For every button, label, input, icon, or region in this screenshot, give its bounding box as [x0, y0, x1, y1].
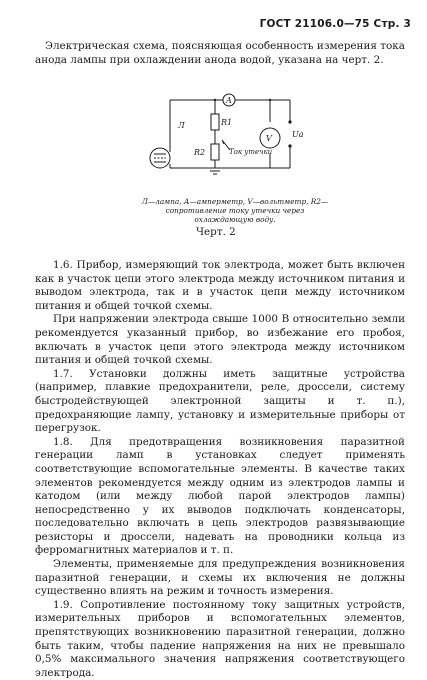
body-text — [35, 259, 405, 680]
intro-text: Электрическая схема, поясняющая особенность измерения тока анода лампы при охлаждении анода водой, указана на черт. 2. — [35, 40, 405, 66]
paragraph-elements: Элементы, применяемые для предупреждения возникновения паразитной генерации, и схемы их включения не должны существенно влиять на режим и точность измерения. — [35, 558, 405, 598]
voltmeter-label: V — [266, 134, 272, 143]
page-header: ГОСТ 21106.0—75 Стр. 3 — [259, 18, 411, 30]
intro-paragraph — [35, 39, 405, 67]
leak-label: Ток утечки — [229, 148, 273, 156]
paragraph-1-7: 1.7. Установки должны иметь защитные устройства (например, плавкие предохранители, реле, дроссели, систему быстродействующей электронной защиты и т. п.), предохраняющие лампу, установку и измерительные приборы от перегрузок. — [35, 367, 405, 435]
lamp-label: Л — [178, 121, 185, 130]
figure-label: Черт. 2 — [196, 226, 236, 238]
paragraph-1-9: 1.9. Сопротивление постоянному току защитных устройств, измерительных приборов и вспомогательных элементов, препятствующих возникновению паразитной генерации, должно быть таким, чтобы падение напряжения на них не превышало 0,5% максимального значения напряжения соответствующего электрода. — [35, 598, 405, 679]
paragraph-voltage: При напряжении электрода свыше 1000 В относительно земли рекомендуется указанный прибор, во избежание его пробоя, включать в участок цепи этого электрода между источником питания и общей точкой схемы. — [35, 313, 405, 367]
ammeter-label: A — [226, 96, 232, 105]
paragraph-1-6: 1.6. Прибор, измеряющий ток электрода, может быть включен как в участок цепи этого электрода между источником питания и выводом электрода, так и в участок цепи между источником питания и общей точкой схемы. — [35, 259, 405, 312]
r2-label: R2 — [194, 148, 206, 157]
circuit-diagram — [130, 92, 304, 188]
ua-label: Uа — [292, 130, 304, 139]
figure-caption: Л—лампа, А—амперметр, V—вольтметр, R2—сопротивление току утечки через охлаждающую воду. — [141, 197, 329, 224]
r1-label: R1 — [221, 118, 233, 127]
paragraph-1-8: 1.8. Для предотвращения возникновения паразитной генерации ламп в установках следует применять соответствующие вспомогательные элементы. В качестве таких элементов рекомендуется между одним из электродов лампы и катодом (или между любой парой электродов лампы) непосредственно у их выводов подключать конденсаторы, последовательно включать в цепь электродов развязывающие резисторы и дроссели, надевать на проводники кольца из ферромагнитных материалов и т. п. — [35, 435, 405, 557]
